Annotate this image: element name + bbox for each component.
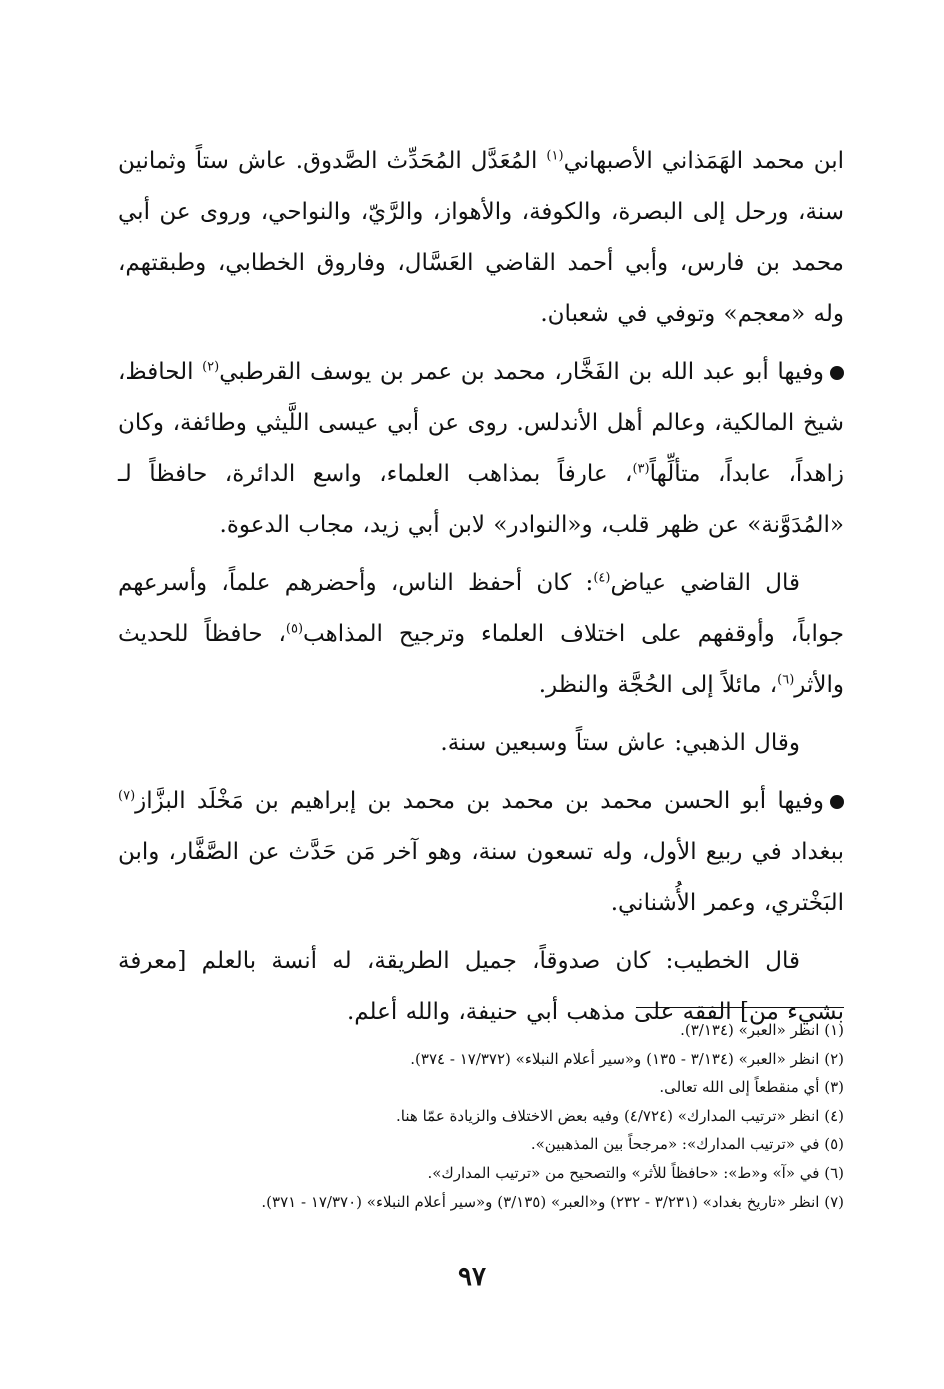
footnote-marker: (٣): [632, 461, 650, 477]
footnote-item: (٣) أي منقطعاً إلى الله تعالى.: [659, 1078, 844, 1097]
entry-paragraph: [118, 347, 844, 551]
entry-paragraph: [118, 776, 844, 929]
footnote-marker: (٦): [777, 672, 795, 688]
text-segment: : كان أحفظ الناس، وأحضرهم علماً، وأسرعهم جواباً، وأوقفهم على اختلاف العلماء وترجيح المذاهب: [118, 570, 844, 647]
page-number: ٩٧: [458, 1262, 486, 1292]
footnote-marker: (٧): [118, 788, 136, 804]
main-text: [118, 136, 844, 1038]
text-segment: قال القاضي عياض: [610, 570, 800, 596]
body-paragraph: [118, 718, 844, 769]
text-segment: ، مائلاً إلى الحُجَّة والنظر.: [538, 672, 778, 698]
footnote-separator: [636, 1007, 844, 1008]
footnote-marker: (٥): [285, 621, 304, 637]
footnote-item: (٥) في «ترتيب المدارك»: «مرجحاً بين المذهبين».: [530, 1135, 844, 1154]
footnote-item: (٧) انظر «تاريخ بغداد» (٣/٢٣١ - ٢٣٢) و«العبر» (٣/١٣٥) و«سير أعلام النبلاء» (١٧/٣٧٠ - ٣٧١).: [261, 1192, 844, 1211]
text-segment: وقال الذهبي: عاش ستاً وسبعين سنة.: [440, 730, 800, 756]
text-segment: ، حافظاً للحديث والأثر: [118, 621, 844, 698]
footnote-marker: (١): [546, 148, 564, 164]
text-segment: ببغداد في ربيع الأول، وله تسعون سنة، وهو آخر مَن حَدَّث عن الصَّفَّار، وابن البَخْتري، وعمر الأُشناني.: [118, 839, 844, 916]
text-segment: ، عارفاً بمذاهب العلماء، واسع الدائرة، حافظاً لـ «المُدَوَّنة» عن ظهر قلب، و«النوادر» لابن أبي زيد، مجاب الدعوة.: [118, 461, 844, 538]
text-segment: ابن محمد الهَمَذاني الأصبهاني: [563, 148, 844, 174]
text-segment: الحافظ، شيخ المالكية، وعالم أهل الأندلس. روى عن أبي عيسى اللَّيثي وطائفة، وكان زاهداً، عابداً، متألِّهاً: [118, 359, 844, 487]
footnote-item: (٤) انظر «ترتيب المدارك» (٤/٧٢٤) وفيه بعض الاختلاف والزيادة عمّا هنا.: [396, 1106, 844, 1125]
footnote-item: (٢) انظر «العبر» (٣/١٣٤ - ١٣٥) و«سير أعلام النبلاء» (١٧/٣٧٢ - ٣٧٤).: [410, 1049, 844, 1068]
footnote-item: (١) انظر «العبر» (٣/١٣٤).: [680, 1021, 844, 1039]
footnote-marker: (٢): [202, 359, 220, 375]
footnote-marker: (٤): [593, 570, 611, 586]
body-paragraph: [118, 558, 844, 711]
body-paragraph: [118, 136, 844, 340]
footnotes: [118, 1016, 844, 1216]
footnote-item: (٦) في «آ» و«ط»: «حافظاً للأثر» والتصحيح من «ترتيب المدارك».: [427, 1163, 844, 1182]
text-segment: وفيها أبو الحسن محمد بن محمد بن محمد بن إبراهيم بن مَخْلَد البزَّاز: [135, 788, 824, 814]
bullet-icon: [830, 366, 844, 380]
text-segment: المُعَدَّل المُحَدِّث الصَّدوق. عاش ستاً وثمانين سنة، ورحل إلى البصرة، والكوفة، والأهواز، والرَّيّ، والنواحي، وروى عن أبي محمد بن فارس، وأبي أحمد القاضي العَسَّال، وفاروق الخطابي، وطبقتهم، وله «معجم» وتوفي في شعبان.: [118, 148, 844, 327]
bullet-icon: [830, 795, 844, 809]
text-segment: وفيها أبو عبد الله بن الفَخَّار، محمد بن عمر بن يوسف القرطبي: [219, 359, 824, 385]
text-segment: قال الخطيب: كان صدوقاً، جميل الطريقة، له أنسة بالعلم [معرفة بشيء من] الفقه على مذهب أبي حنيفة، والله أعلم.: [118, 948, 844, 1025]
